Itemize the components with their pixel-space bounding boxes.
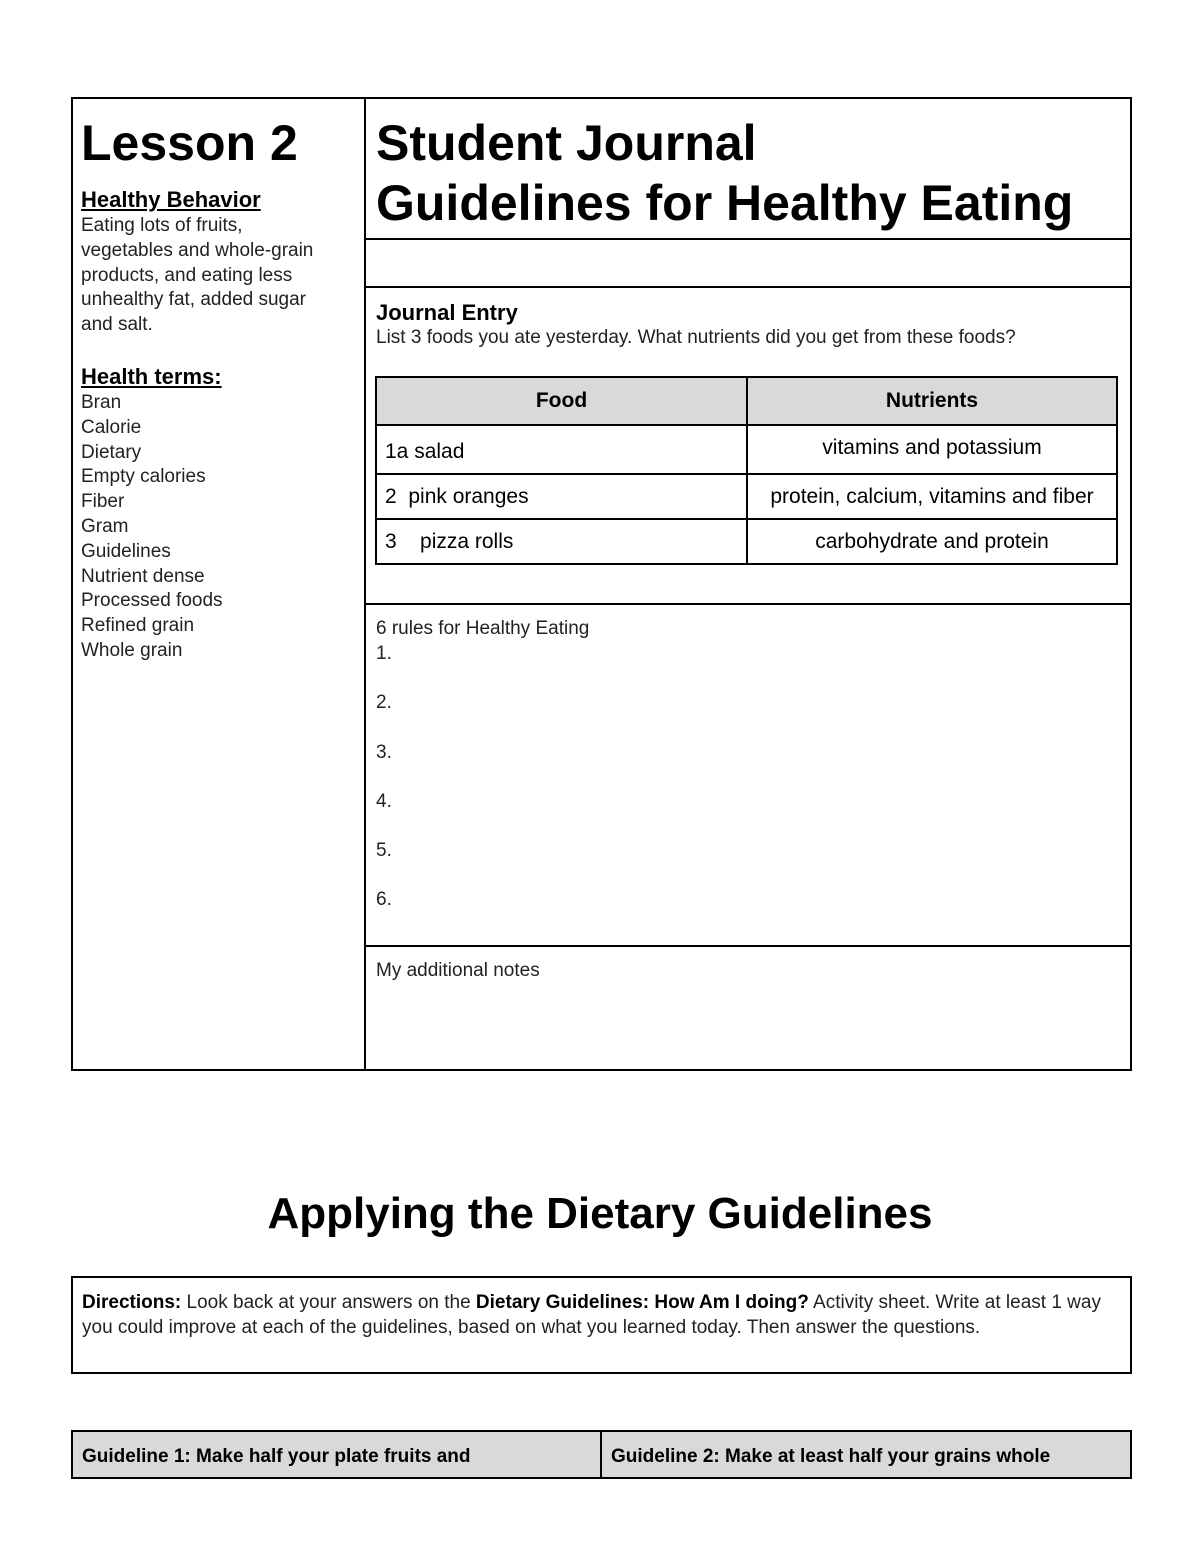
term-item: Whole grain xyxy=(81,639,183,661)
nutrients-cell[interactable]: vitamins and potassium xyxy=(747,425,1117,474)
term-item: Processed foods xyxy=(81,590,223,612)
applying-guidelines-title: Applying the Dietary Guidelines xyxy=(267,1189,933,1238)
term-item: Refined grain xyxy=(81,615,195,637)
behavior-line: vegetables and whole-grain xyxy=(81,239,314,261)
directions-activity-name: Dietary Guidelines: How Am I doing? xyxy=(475,1292,809,1313)
term-item: Dietary xyxy=(81,441,142,463)
term-item: Bran xyxy=(81,391,122,413)
rule-item[interactable]: 6. xyxy=(376,889,392,911)
rule-item[interactable]: 5. xyxy=(376,840,392,862)
additional-notes-section[interactable] xyxy=(366,947,1130,1069)
guideline-2-header: Guideline 2: Make at least half your grains whole xyxy=(611,1446,1051,1467)
health-terms-list xyxy=(81,391,356,664)
journal-title-line1: Student Journal xyxy=(376,115,757,171)
journal-entry-question: List 3 foods you ate yesterday. What nutrients did you get from these foods? xyxy=(376,327,1016,348)
journal-entry-heading: Journal Entry xyxy=(376,300,518,325)
journal-table xyxy=(71,97,1132,1071)
journal-title-line2: Guidelines for Healthy Eating xyxy=(376,175,1074,231)
table-header-row xyxy=(376,377,1117,425)
rule-item[interactable]: 3. xyxy=(376,741,392,763)
term-item: Fiber xyxy=(81,491,125,513)
journal-entry-section xyxy=(366,288,1130,605)
journal-title xyxy=(366,99,1130,240)
directions-text: Activity sheet. Write at least 1 way you could improve at each of the guidelines, based on what you learned today. Then answer the questions. xyxy=(82,1292,1101,1338)
rule-item[interactable]: 4. xyxy=(376,790,392,812)
healthy-behavior-heading: Healthy Behavior xyxy=(81,187,261,212)
healthy-eating-rules-section xyxy=(366,605,1130,947)
rule-item[interactable]: 2. xyxy=(376,692,392,714)
term-item: Guidelines xyxy=(81,540,171,562)
term-item: Gram xyxy=(81,515,129,537)
nutrients-column-header: Nutrients xyxy=(747,377,1117,425)
behavior-line: and salt. xyxy=(81,314,153,336)
healthy-behavior-text xyxy=(81,214,356,338)
lesson-title: Lesson 2 xyxy=(81,115,298,171)
health-terms-heading: Health terms: xyxy=(81,363,222,389)
guideline-1-header: Guideline 1: Make half your plate fruits and xyxy=(73,1432,602,1477)
food-nutrients-table xyxy=(375,376,1118,565)
term-item: Nutrient dense xyxy=(81,565,205,587)
food-cell[interactable]: 3 pizza rolls xyxy=(376,519,747,564)
additional-notes-label: My additional notes xyxy=(376,960,540,981)
nutrients-cell[interactable]: carbohydrate and protein xyxy=(747,519,1117,564)
empty-row xyxy=(366,240,1130,288)
rules-title: 6 rules for Healthy Eating xyxy=(376,618,590,639)
rule-item[interactable]: 1. xyxy=(376,643,392,664)
directions-label: Directions: xyxy=(82,1292,182,1313)
food-cell[interactable]: 2 pink oranges xyxy=(376,474,747,519)
journal-content xyxy=(366,99,1130,1069)
guidelines-header-row xyxy=(71,1430,1132,1479)
behavior-line: unhealthy fat, added sugar xyxy=(81,289,307,311)
food-column-header: Food xyxy=(376,377,747,425)
behavior-line: products, and eating less xyxy=(81,264,293,286)
table-row xyxy=(376,519,1117,564)
table-row xyxy=(376,474,1117,519)
lesson-sidebar xyxy=(73,99,366,1069)
term-item: Calorie xyxy=(81,416,142,438)
behavior-line: Eating lots of fruits, xyxy=(81,215,243,236)
nutrients-cell[interactable]: protein, calcium, vitamins and fiber xyxy=(747,474,1117,519)
term-item: Empty calories xyxy=(81,466,206,488)
table-row xyxy=(376,425,1117,474)
food-cell[interactable]: 1a salad xyxy=(376,425,747,474)
directions-text: Look back at your answers on the xyxy=(181,1292,476,1313)
directions-box xyxy=(71,1276,1132,1374)
